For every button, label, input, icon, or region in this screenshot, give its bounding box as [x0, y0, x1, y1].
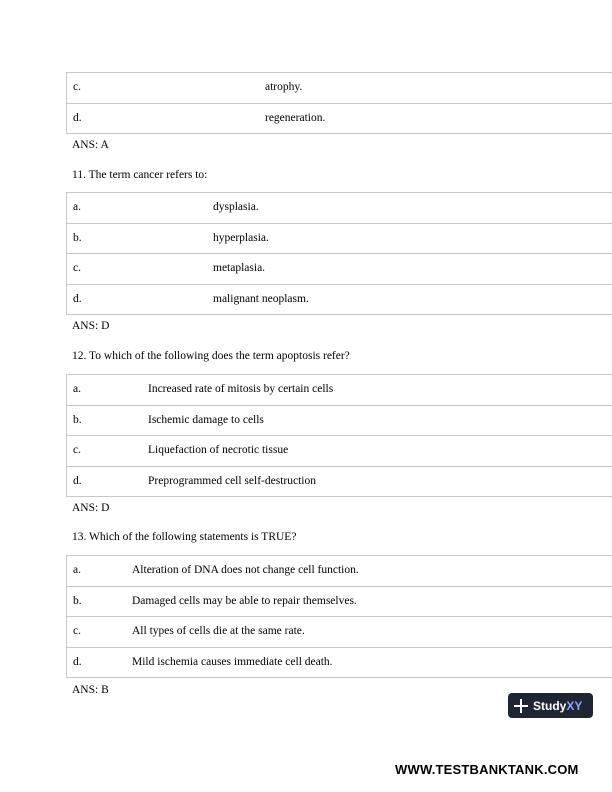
option-text: atrophy.	[265, 81, 303, 93]
option-letter: c.	[73, 81, 81, 93]
option-letter: c.	[73, 262, 81, 274]
option-letter: c.	[73, 625, 81, 637]
studyxy-badge	[508, 693, 593, 718]
option-letter: b.	[73, 413, 82, 426]
q13-option-c	[67, 617, 612, 648]
q10-answer: ANS: A	[72, 139, 109, 151]
q13-option-d	[67, 648, 612, 679]
option-letter: b.	[73, 594, 82, 607]
option-letter: c.	[73, 444, 81, 456]
option-letter: d.	[73, 111, 82, 124]
q12-question: 12. To which of the following does the term apoptosis refer?	[72, 350, 350, 362]
q11-question: 11. The term cancer refers to:	[72, 169, 208, 181]
q10-option-d	[67, 104, 612, 135]
q12-answer: ANS: D	[72, 502, 110, 514]
q13-option-b	[67, 587, 612, 618]
option-text: dysplasia.	[213, 201, 259, 213]
q12-option-c	[67, 436, 612, 467]
q11-option-c	[67, 254, 612, 285]
option-letter: d.	[73, 655, 82, 668]
badge-label	[533, 699, 582, 713]
q12-option-b	[67, 406, 612, 437]
option-text: hyperplasia.	[213, 231, 269, 244]
option-text: Alteration of DNA does not change cell function.	[132, 564, 359, 576]
option-text: Damaged cells may be able to repair themselves.	[132, 594, 357, 607]
option-letter: a.	[73, 383, 81, 395]
q11-answer: ANS: D	[72, 320, 110, 332]
q13-options-table	[66, 555, 612, 678]
option-text: Liquefaction of necrotic tissue	[148, 444, 289, 456]
option-text: Ischemic damage to cells	[148, 413, 264, 426]
plus-icon	[514, 699, 528, 713]
q13-option-a	[67, 556, 612, 587]
option-text: Mild ischemia causes immediate cell death.	[132, 655, 333, 668]
option-text: Preprogrammed cell self-destruction	[148, 474, 316, 487]
option-text: regeneration.	[265, 111, 326, 124]
q12-options-table	[66, 374, 612, 497]
q12-option-a	[67, 375, 612, 406]
footer-website: WWW.TESTBANKTANK.COM	[395, 762, 579, 777]
option-letter: b.	[73, 231, 82, 244]
q10-option-c	[67, 73, 612, 104]
option-text: metaplasia.	[213, 262, 266, 274]
q11-option-a	[67, 193, 612, 224]
q13-question: 13. Which of the following statements is TRUE?	[72, 531, 297, 543]
option-letter: a.	[73, 201, 81, 213]
option-text: All types of cells die at the same rate.	[132, 625, 305, 637]
option-letter: a.	[73, 564, 81, 576]
q10-options-table	[66, 72, 612, 134]
badge-label-accent: XY	[566, 698, 583, 713]
option-letter: d.	[73, 292, 82, 305]
option-text: Increased rate of mitosis by certain cells	[148, 383, 334, 395]
q11-option-b	[67, 224, 612, 255]
option-letter: d.	[73, 474, 82, 487]
q11-option-d	[67, 285, 612, 316]
q11-options-table	[66, 192, 612, 315]
q12-option-d	[67, 467, 612, 498]
q13-answer: ANS: B	[72, 684, 109, 696]
option-text: malignant neoplasm.	[213, 292, 309, 305]
badge-label-main: Study	[533, 698, 567, 713]
